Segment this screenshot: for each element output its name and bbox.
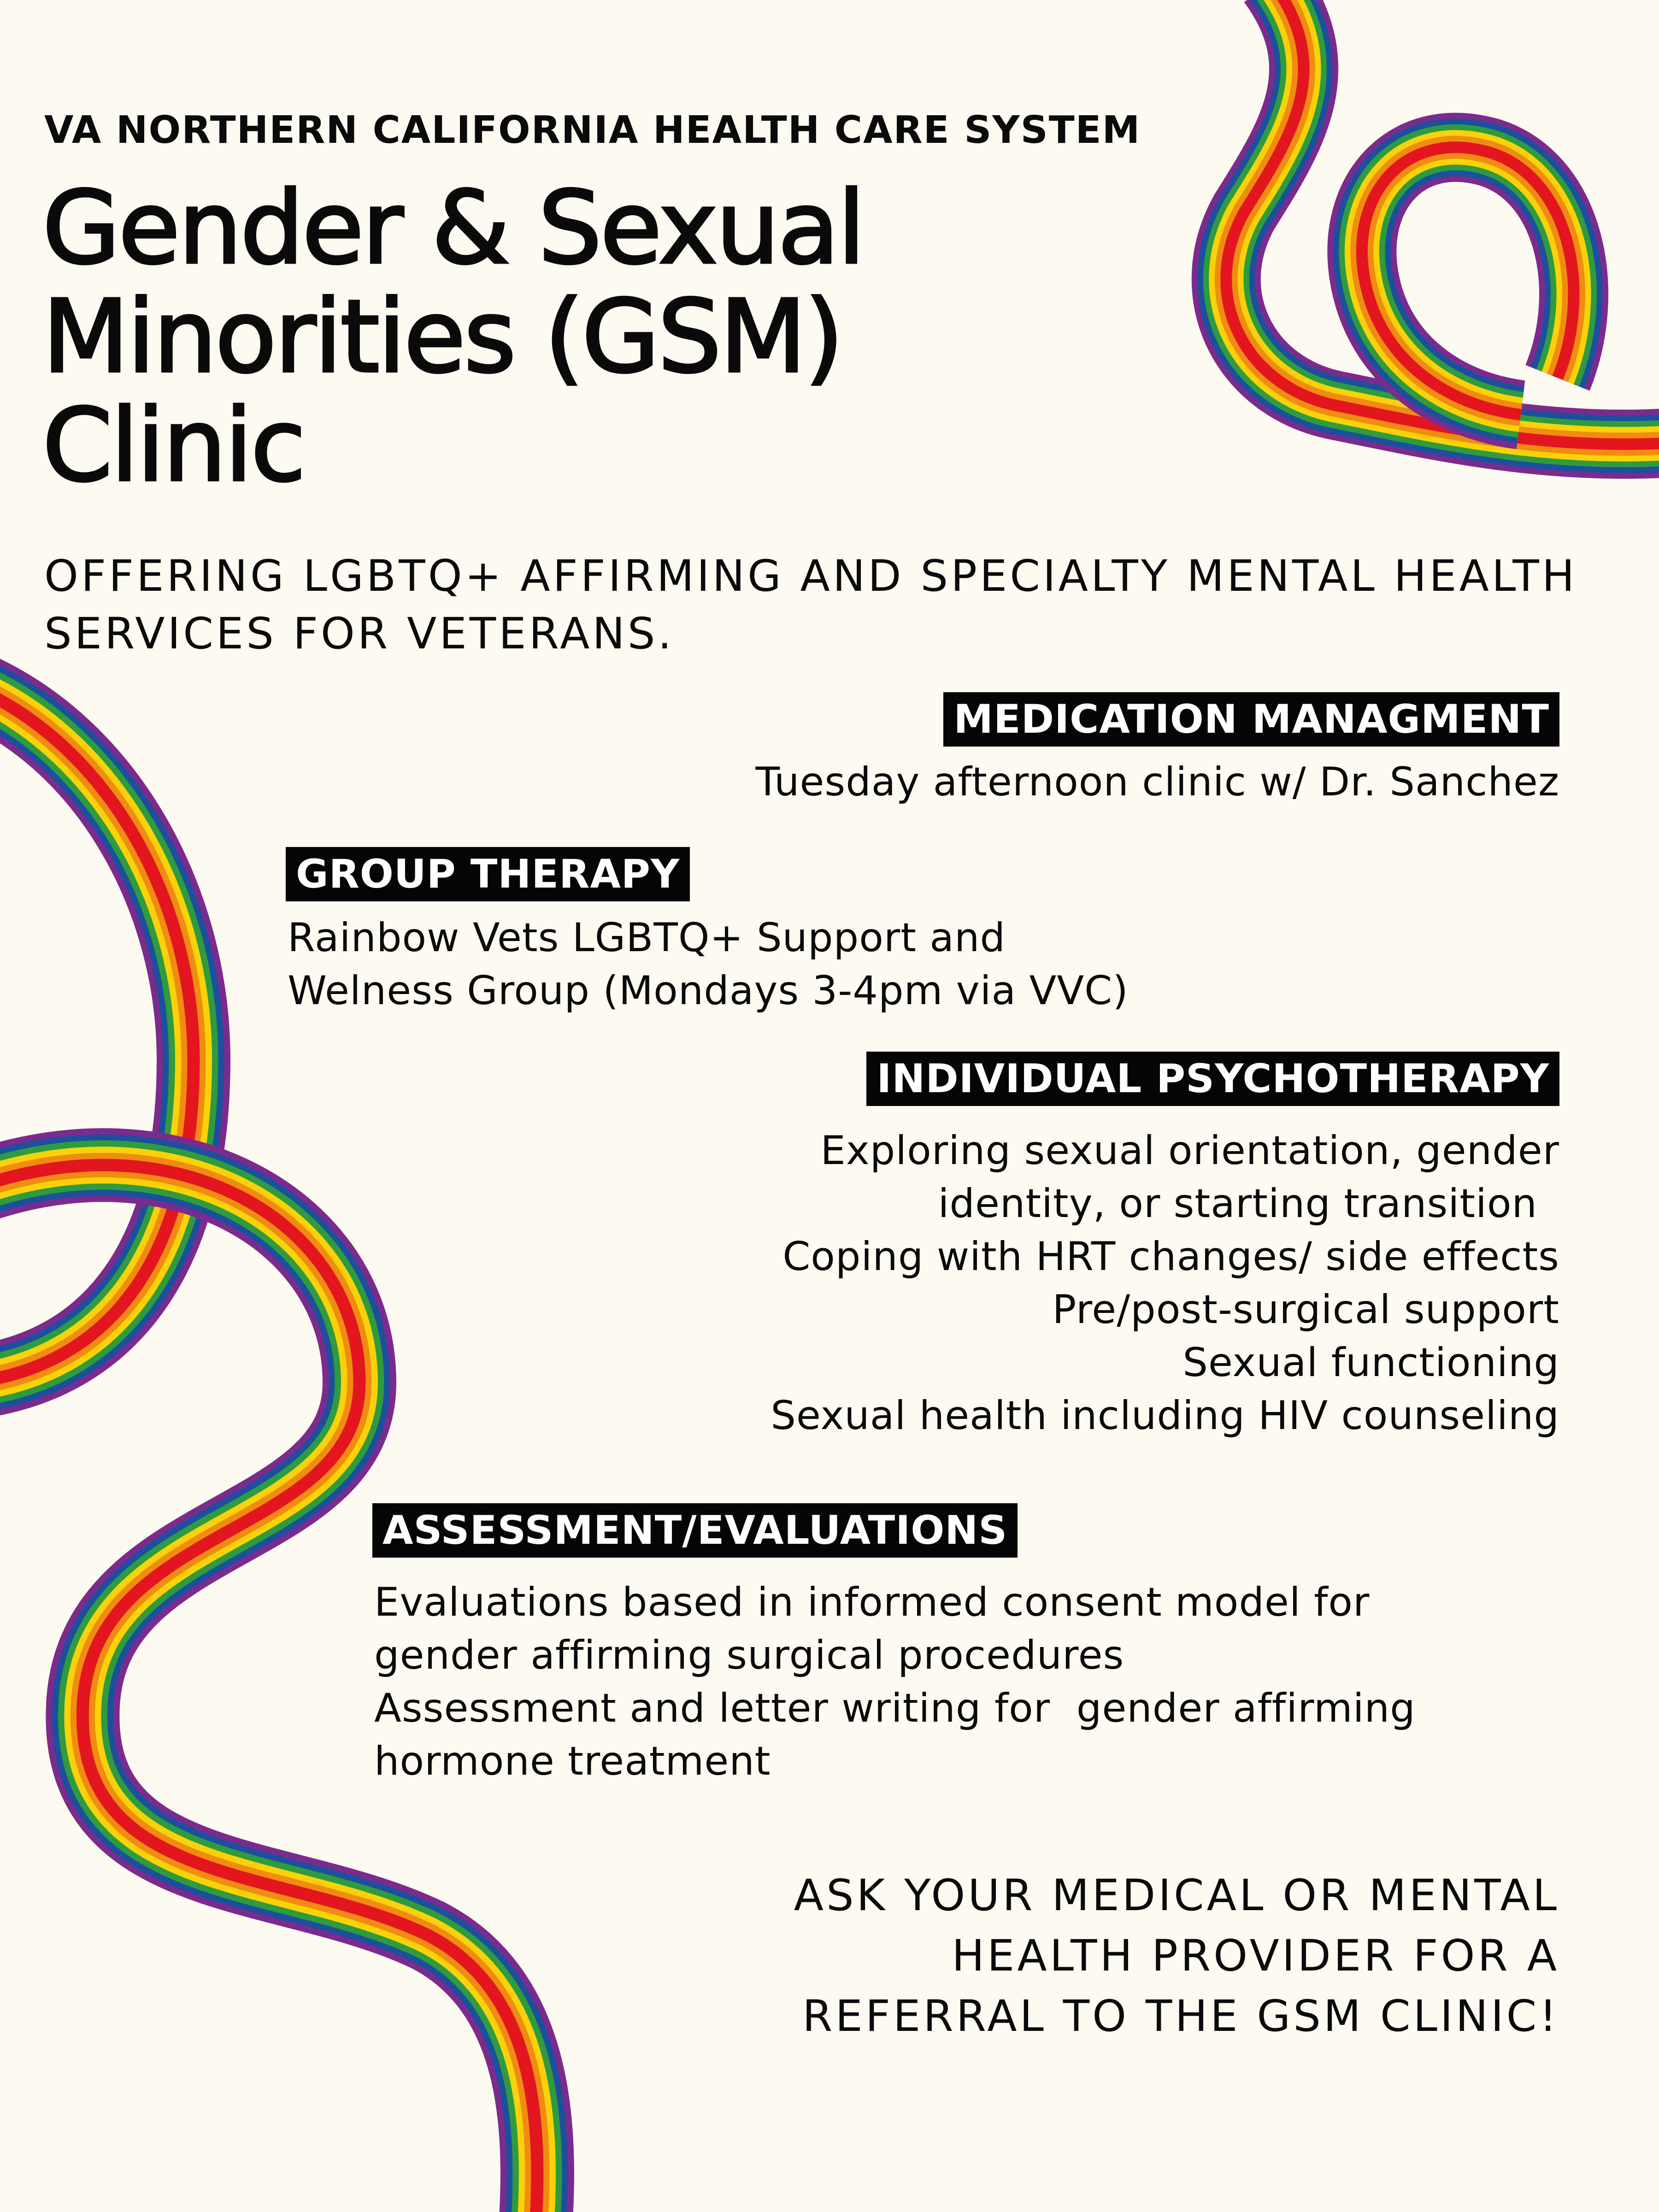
group-therapy-body bbox=[288, 912, 1129, 1018]
medication-body bbox=[756, 756, 1559, 809]
page-title bbox=[42, 170, 864, 504]
assessment-heading: ASSESSMENT/EVALUATIONS bbox=[372, 1503, 1018, 1558]
tagline bbox=[44, 547, 1577, 663]
tagline-line: OFFERING LGBTQ+ AFFIRMING AND SPECIALTY MENTAL HEALTH bbox=[44, 551, 1577, 601]
referral-call-to-action bbox=[794, 1865, 1559, 2047]
individual-line: Sexual health including HIV counseling bbox=[771, 1393, 1559, 1439]
assessment-line: Assessment and letter writing for gender affirming bbox=[374, 1685, 1416, 1731]
individual-psychotherapy-heading: INDIVIDUAL PSYCHOTHERAPY bbox=[866, 1052, 1559, 1106]
assessment-line: Evaluations based in informed consent model for bbox=[374, 1579, 1370, 1625]
organization-name: VA NORTHERN CALIFORNIA HEALTH CARE SYSTEM bbox=[44, 108, 1141, 152]
left-upper-arc bbox=[0, 687, 194, 1382]
medication-heading: MEDICATION MANAGMENT bbox=[943, 692, 1559, 747]
medication-line: Tuesday afternoon clinic w/ Dr. Sanchez bbox=[755, 759, 1559, 805]
individual-line: Exploring sexual orientation, gender bbox=[820, 1128, 1559, 1174]
top-right-loop bbox=[1362, 147, 1574, 415]
individual-line: Sexual functioning bbox=[1182, 1340, 1559, 1386]
assessment-body bbox=[374, 1576, 1416, 1788]
call-to-action-line: HEALTH PROVIDER FOR A bbox=[952, 1931, 1559, 1981]
title-line: Gender & Sexual bbox=[42, 170, 864, 287]
assessment-line: gender affirming surgical procedures bbox=[374, 1632, 1124, 1678]
title-line: Minorities (GSM) bbox=[42, 279, 842, 395]
group-therapy-line: Rainbow Vets LGBTQ+ Support and bbox=[288, 915, 1006, 961]
assessment-line: hormone treatment bbox=[374, 1738, 771, 1784]
individual-line: Pre/post-surgical support bbox=[1052, 1287, 1559, 1333]
group-therapy-heading: GROUP THERAPY bbox=[286, 847, 690, 901]
tagline-line: SERVICES FOR VETERANS. bbox=[44, 609, 675, 659]
individual-line: Coping with HRT changes/ side effects bbox=[782, 1234, 1559, 1280]
title-line: Clinic bbox=[42, 388, 304, 504]
group-therapy-line: Welness Group (Mondays 3-4pm via VVC) bbox=[288, 968, 1129, 1014]
individual-psychotherapy-body bbox=[771, 1124, 1559, 1442]
individual-line: identity, or starting transition bbox=[938, 1181, 1537, 1227]
call-to-action-line: REFERRAL TO THE GSM CLINIC! bbox=[802, 1991, 1559, 2041]
call-to-action-line: ASK YOUR MEDICAL OR MENTAL bbox=[794, 1871, 1559, 1921]
